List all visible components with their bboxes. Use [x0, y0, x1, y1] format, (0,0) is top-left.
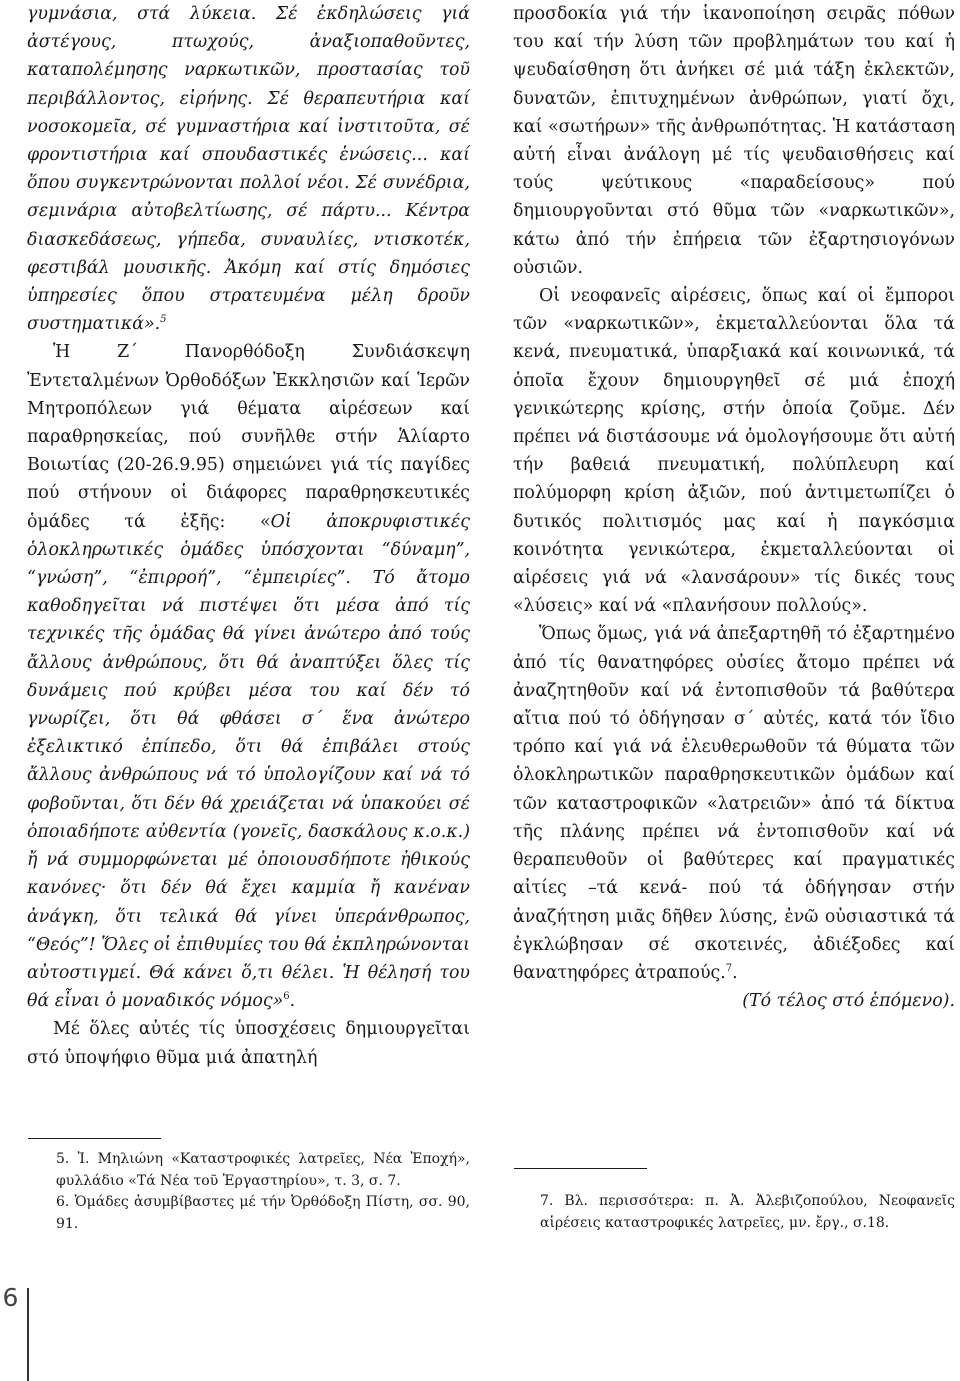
page-number: 6: [2, 1283, 19, 1312]
footnotes-right: [540, 1191, 955, 1234]
footnote-divider-right: [514, 1168, 647, 1169]
right-column: [513, 0, 955, 1015]
quote-text: γυμνάσια, στά λύκεια. Σέ ἐκδηλώσεις γιά ἀστέγους, πτωχούς, ἀναξιοπαθοῦντες, καταπολέμησης ναρκωτικῶν, προστασίας τοῦ περιβάλλοντος, εἰρήνης. Σέ θεραπευτήρια καί νοσοκομεῖα, σέ γυμναστήρια καί ἰνστιτοῦτα, σέ φροντιστήρια καί σπουδαστικές ἑνώσεις... καί ὅπου συγκεντρώνονται πολλοί νέοι. Σέ συνέδρια, σεμινάρια αὐτοβελτίωσης, σέ πάρτυ... Κέντρα διασκεδάσεως, γήπεδα, συναυλίες, ντισκοτέκ, φεστιβάλ μουσικῆς. Ἀκόμη καί στίς δημόσιες ὑπηρεσίες ὅπου στρατευμένα μέλη δροῦν συστηματικά».: [27, 4, 470, 335]
liberation-paragraph: Ὅπως ὅμως, γιά νά ἀπεξαρτηθῆ τό ἐξαρτημένο ἀπό τίς θανατηφόρες οὐσίες ἄτομο πρέπει νά ἀναζητηθοῦν καί νά ἐντοπισθοῦν τά βαθύτερα αἴτια πού τό ὁδήγησαν σ΄ αὐτές, κατά τόν ἴδιο τρόπο καί γιά νά ἐλευθερωθοῦν τά θύματα τῶν ὁλοκληρωτικῶν παραθρησκευτικῶν ὁμάδων καί τῶν καταστροφικῶν «λατρειῶν» ἀπό τά δίκτυα τῆς πλάνης πρέπει νά ἐντοπισθοῦν καί νά θεραπευθοῦν οἱ βαθύτερες καί πραγματικές αἰτίες –τά κενά- πού τά ὁδήγησαν στήν ἀναζήτηση μιᾶς δῆθεν λύσης, ἐνῶ οὐσιαστικά τά ἐγκλώβησαν σέ σκοτεινές, ἀδιέξοδες καί θανατηφόρες ἀτραπούς.$^7$.: [513, 624, 955, 983]
synod-text: Ἡ Ζ΄ Πανορθόδοξη Συνδιάσκεψη Ἐντεταλμένων Ὀρθοδόξων Ἐκκλησιῶν καί Ἱερῶν Μητροπόλεων γιά θέματα αἱρέσεων καί παραθρησκείας, πού συνῆλθε στήν Ἁλίαρτο Βοιωτίας (20-26.9.95) σημειώνει γιά τίς παγίδες πού στήνουν οἱ διάφορες παραθρησκευτικές ὁμάδες τά ἑξῆς: «: [27, 342, 470, 532]
footnote-ref-7: 7: [725, 963, 733, 975]
promises-paragraph: Μέ ὅλες αὐτές τίς ὑποσχέσεις δημιουργεῖται στό ὑποψήφιο θῦμα μιά ἀπατηλή: [27, 1019, 470, 1068]
left-column: [27, 0, 470, 1072]
footnote-5: 5. Ἰ. Μηλιώνη «Καταστροφικές λατρεῖες, Νέα Ἐποχή», φυλλάδιο «Τά Νέα τοῦ Ἐργαστηρίου», τ. 3, σ. 7.: [56, 1151, 470, 1189]
footnotes-left: [56, 1149, 470, 1235]
heresies-paragraph: Οἱ νεοφανεῖς αἱρέσεις, ὅπως καί οἱ ἔμποροι τῶν «ναρκωτικῶν», ἐκμεταλλεύονται ὅλα τά κενά, πνευματικά, ὑπαρξιακά καί κοινωνικά, τά ὁποῖα ἔχουν δημιουργηθεῖ σέ μιά ἐποχή γενικώτερης κρίσης, στήν ὁποία ζοῦμε. Δέν πρέπει νά διστάσουμε νά ὁμολογήσουμε ὅτι αὐτή τήν βαθειά πνευματική, πολύπλευρη καί πολύμορφη κρίση ἀξιῶν, πού ἀντιμετωπίζει ὁ δυτικός πολιτισμός μας καί ἡ παγκόσμια κοινότητα γενικώτερα, ἐκμεταλλεύονται οἱ αἱρέσεις γιά νά «λανσάρουν» τίς δικές τους «λύσεις» καί νά «πλανήσουν πολλούς».: [513, 286, 955, 617]
synod-paragraph: Ἡ Ζ΄ Πανορθόδοξη Συνδιάσκεψη Ἐντεταλμένων Ὀρθοδόξων Ἐκκλησιῶν καί Ἱερῶν Μητροπόλεων γιά θέματα αἱρέσεων καί παραθρησκείας, πού συνῆλθε στήν Ἁλίαρτο Βοιωτίας (20-26.9.95) σημειώνει γιά τίς παγίδες πού στήνουν οἱ διάφορες παραθρησκευτικές ὁμάδες τά ἑξῆς: «Οἱ ἀποκρυφιστικές ὁλοκληρωτικές ὁμάδες ὑπόσχονται “δύναμη”, “γνώση”, “ἐπιρροή”, “ἐμπειρίες”. Τό ἄτομο καθοδηγεῖται νά πιστέψει ὅτι μέσα ἀπό τίς τεχνικές τῆς ὁμάδας θά γίνει ἀνώτερο ἀπό τούς ἄλλους ἀνθρώπους, ὅτι θά ἀναπτύξει ὅλες τίς δυνάμεις πού κρύβει μέσα του καί δέν τό γνωρίζει, ὅτι θά φθάσει σ΄ ἕνα ἀνώτερο ἐξελικτικό ἐπίπεδο, ὅτι θά ἐπιβάλει στούς ἄλλους ἀνθρώπους νά τό ὑπολογίζουν καί νά τό φοβοῦνται, ὅτι δέν θά χρειάζεται νά ὑπακούει σέ ὁποιαδήποτε αὐθεντία (γονεῖς, δασκάλους κ.ο.κ.) ἤ νά συμμορφώνεται μέ ὁποιουσδήποτε ἠθικούς κανόνες· ὅτι δέν θά ἔχει καμμία ἤ κανέναν ἀνάγκη, ὅτι τελικά θά γίνει ὑπεράνθρωπος, “Θεός”! Ὅλες οἱ ἐπιθυμίες του θά ἐκπληρώνονται αὐτοστιγμεί. Θά κάνει ὅ,τι θέλει. Ἡ θέλησή του θά εἶναι ὁ μοναδικός νόμος»$^6$.: [27, 342, 470, 1012]
synod-quote: Οἱ ἀποκρυφιστικές ὁλοκληρωτικές ὁμάδες ὑπόσχονται “δύναμη”, “γνώση”, “ἐπιρροή”, “ἐμπειρίες”. Τό ἄτομο καθοδηγεῖται νά πιστέψει ὅτι μέσα ἀπό τίς τεχνικές τῆς ὁμάδας θά γίνει ἀνώτερο ἀπό τούς ἄλλους ἀνθρώπους, ὅτι θά ἀναπτύξει ὅλες τίς δυνάμεις πού κρύβει μέσα του καί δέν τό γνωρίζει, ὅτι θά φθάσει σ΄ ἕνα ἀνώτερο ἐξελικτικό ἐπίπεδο, ὅτι θά ἐπιβάλει στούς ἄλλους ἀνθρώπους νά τό ὑπολογίζουν καί νά τό φοβοῦνται, ὅτι δέν θά χρειάζεται νά ὑπακούει σέ ὁποιαδήποτε αὐθεντία (γονεῖς, δασκάλους κ.ο.κ.) ἤ νά συμμορφώνεται μέ ὁποιουσδήποτε ἠθικούς κανόνες· ὅτι δέν θά ἔχει καμμία ἤ κανέναν ἀνάγκη, ὅτι τελικά θά γίνει ὑπεράνθρωπος, “Θεός”! Ὅλες οἱ ἐπιθυμίες του θά ἐκπληρώνονται αὐτοστιγμεί. Θά κάνει ὅ,τι θέλει. Ἡ θέλησή του θά εἶναι ὁ μοναδικός νόμος»: [27, 511, 470, 1012]
page-margin-rule: [27, 1288, 29, 1381]
quote-paragraph: [27, 0, 470, 338]
footnote-7: 7. Βλ. περισσότερα: π. Ἀ. Ἀλεβιζοπούλου, Νεοφανεῖς αἱρέσεις καταστροφικές λατρεῖες, μν. ἔργ., σ.18.: [540, 1193, 955, 1231]
footnote-ref-6: 6: [283, 991, 290, 1003]
footnote-ref-5: 5: [160, 314, 167, 326]
expectation-paragraph: προσδοκία γιά τήν ἱκανοποίηση σειρᾶς πόθων του καί τήν λύση τῶν προβλημάτων του καί ἡ ψευδαίσθηση ὅτι ἀνήκει σέ μιά τάξη ἐκλεκτῶν, δυνατῶν, ἐπιτυχημένων ἀνθρώπων, γιατί ὄχι, καί «σωτήρων» τῆς ἀνθρωπότητας. Ἡ κατάσταση αὐτή εἶναι ἀνάλογη μέ τίς ψευδαισθήσεις καί τούς ψεύτικους «παραδείσους» πού δημιουργοῦνται στό θῦμα τῶν «ναρκωτικῶν», κάτω ἀπό τήν ἐπήρεια τῶν ἐξαρτησιογόνων οὐσιῶν.: [513, 4, 955, 278]
liberation-text: Ὅπως ὅμως, γιά νά ἀπεξαρτηθῆ τό ἐξαρτημένο ἀπό τίς θανατηφόρες οὐσίες ἄτομο πρέπει νά ἀναζητηθοῦν καί νά ἐντοπισθοῦν τά βαθύτερα αἴτια πού τό ὁδήγησαν σ΄ αὐτές, κατά τόν ἴδιο τρόπο καί γιά νά ἐλευθερωθοῦν τά θύματα τῶν ὁλοκληρωτικῶν παραθρησκευτικῶν ὁμάδων καί τῶν καταστροφικῶν «λατρειῶν» ἀπό τά δίκτυα τῆς πλάνης πρέπει νά ἐντοπισθοῦν καί νά θεραπευθοῦν οἱ βαθύτερες καί πραγματικές αἰτίες –τά κενά- πού τά ὁδήγησαν στήν ἀναζήτηση μιᾶς δῆθεν λύσης, ἐνῶ οὐσιαστικά τά ἐγκλώβησαν σέ σκοτεινές, ἀδιέξοδες καί θανατηφόρες ἀτραπούς.: [513, 624, 955, 983]
footnote-6: 6. Ὁμάδες ἀσυμβίβαστες μέ τήν Ὀρθόδοξη Πίστη, σσ. 90, 91.: [56, 1194, 470, 1232]
continued-note: (Τό τέλος στό ἑπόμενο).: [742, 991, 955, 1012]
footnote-divider-left: [28, 1138, 161, 1139]
